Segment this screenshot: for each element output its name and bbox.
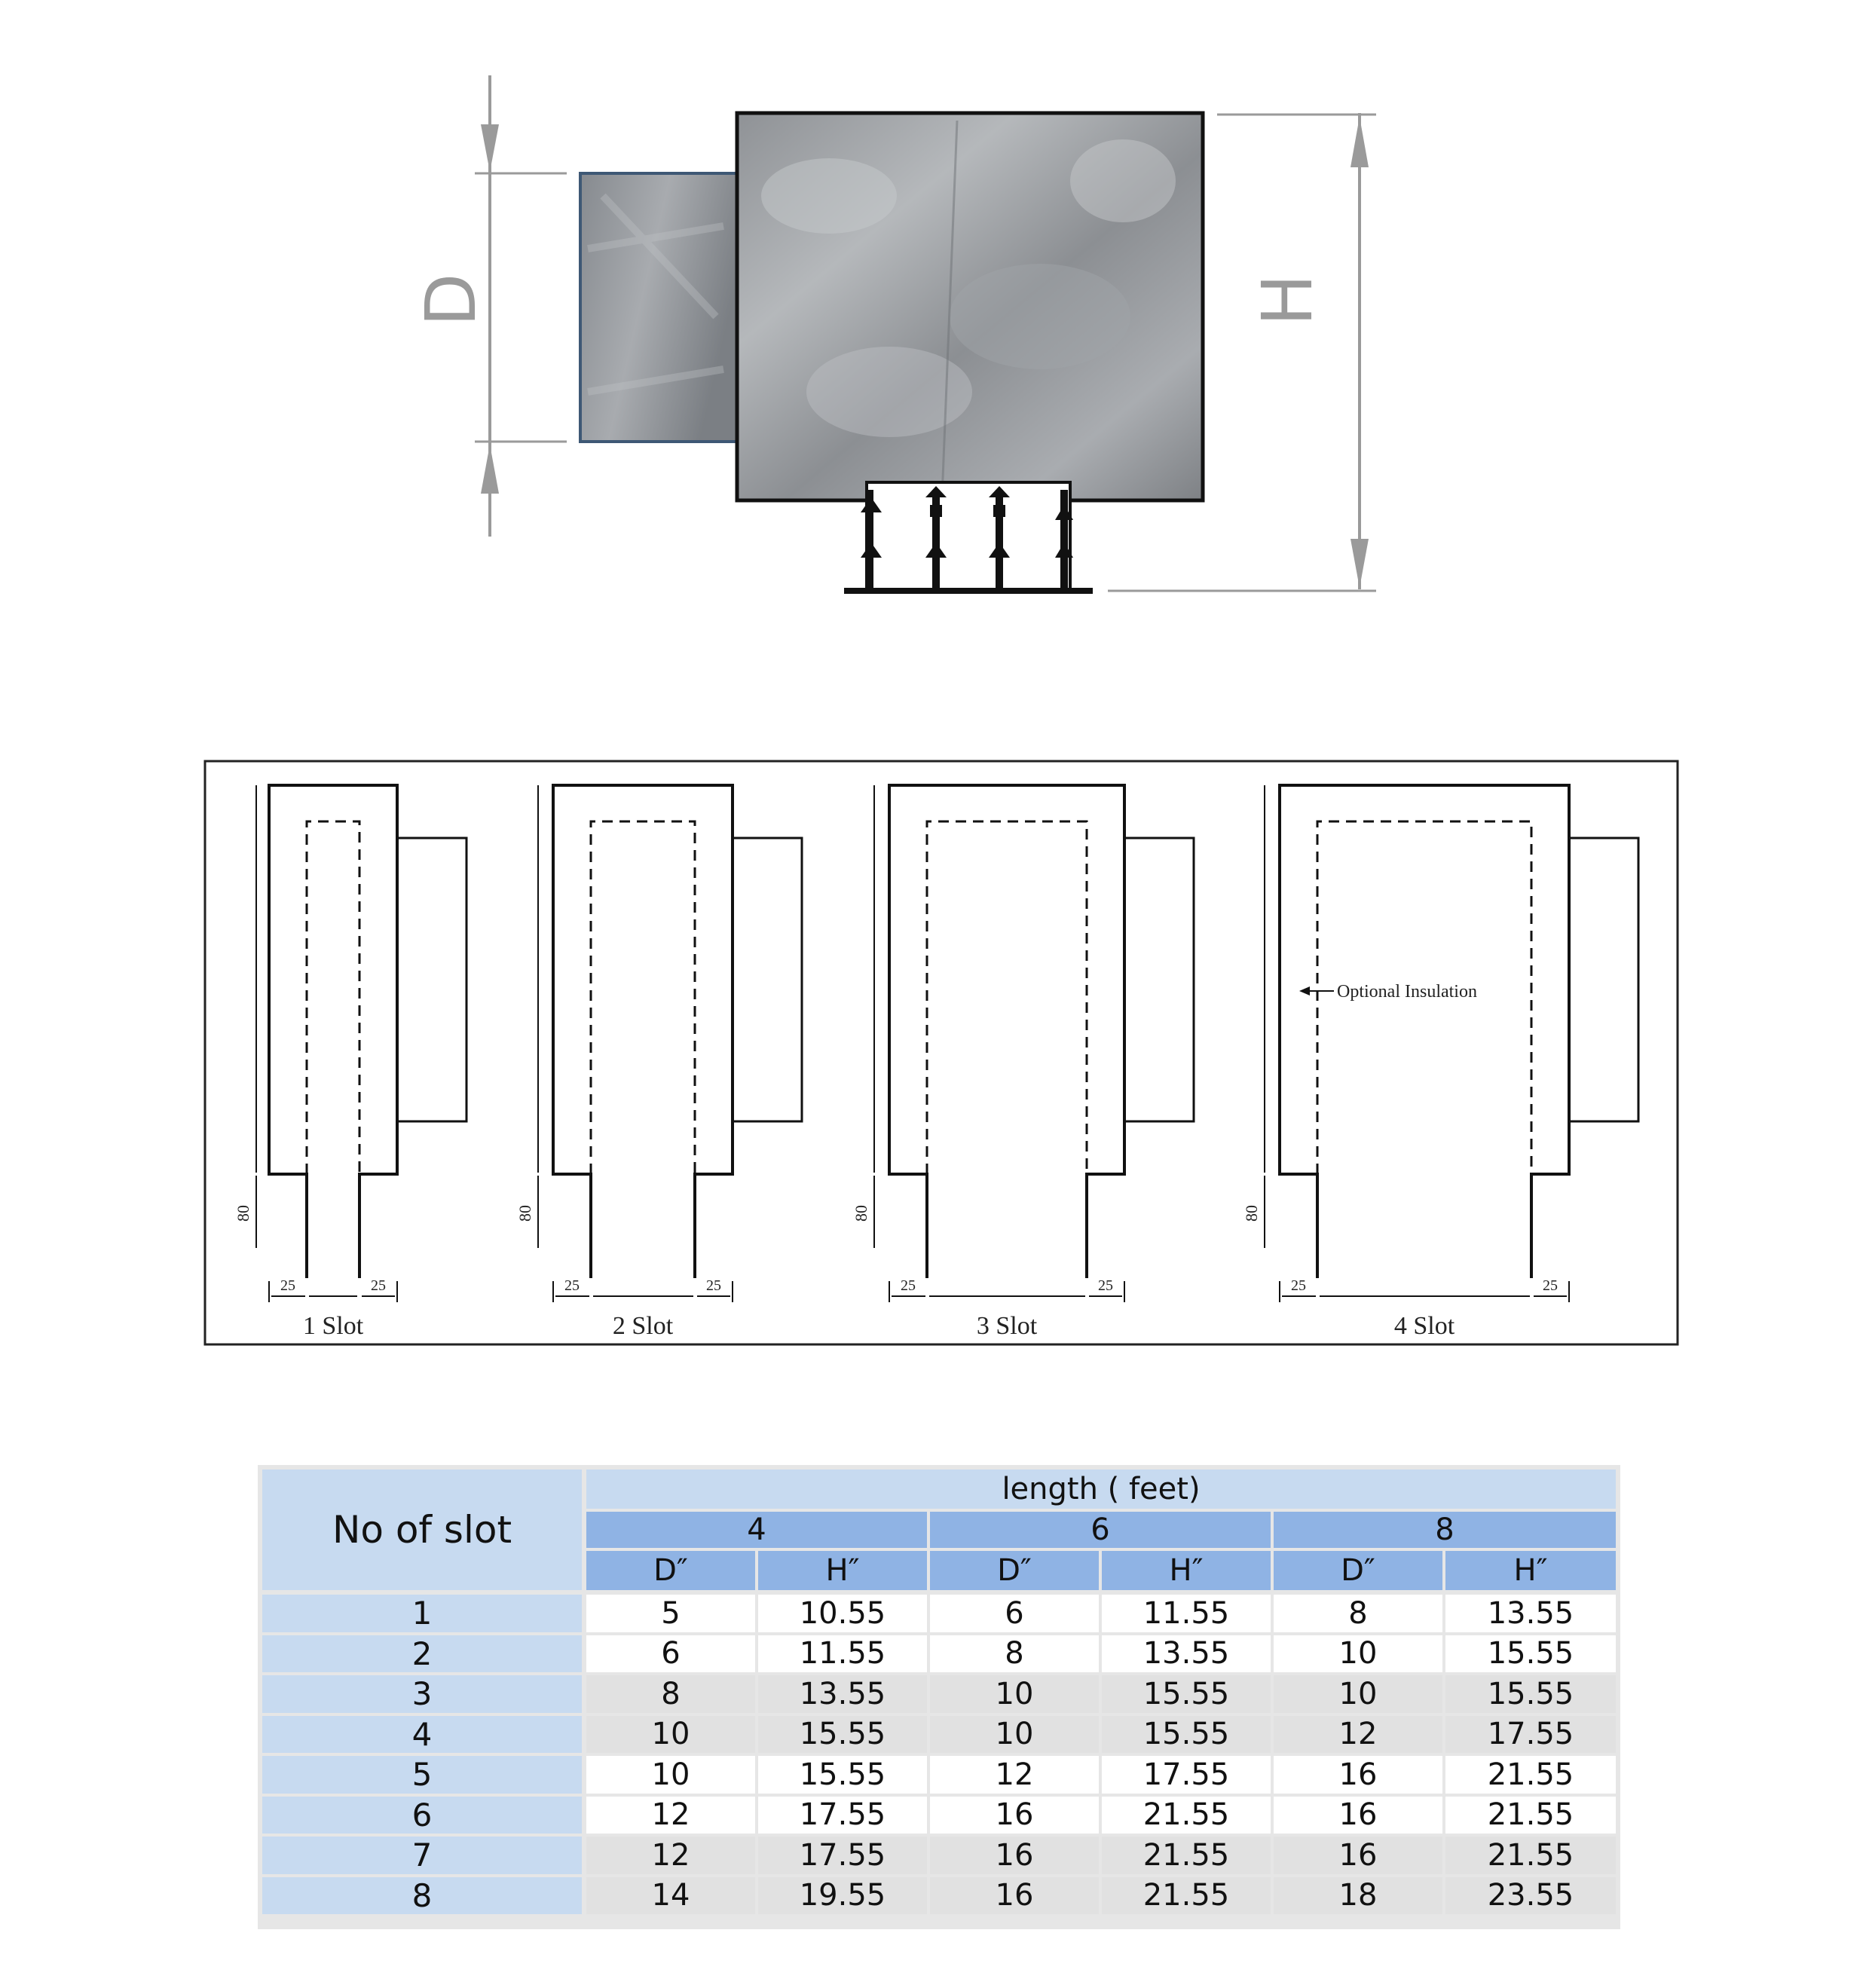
d-value-cell: 6 [586,1635,755,1673]
length-4-header: 4 [586,1512,927,1548]
h-value-cell: 17.55 [758,1837,927,1874]
no-of-slot-header-text: No of slot [332,1508,512,1552]
d-value-cell: 6 [930,1595,1099,1632]
h-value-cell: 21.55 [1445,1797,1616,1834]
dim-label-h: H [1247,274,1328,326]
h-header-6: H″ [1102,1551,1271,1590]
d-value-cell: 16 [930,1877,1099,1915]
h-value-cell: 23.55 [1445,1877,1616,1915]
slot-row-header: 1 [262,1595,582,1632]
slot-2-label: 2 Slot [612,1312,674,1340]
h-value-cell: 10.55 [758,1595,927,1632]
d-value-cell: 14 [586,1877,755,1915]
d-header-6: D″ [930,1551,1099,1590]
slot-1-dim-80: 80 [234,1205,252,1222]
slot-4-dim-right: 25 [1543,1277,1558,1294]
h-value-cell: 15.55 [1445,1675,1616,1713]
slot-row-header: 7 [262,1837,582,1874]
optional-insulation-label: Optional Insulation [1337,982,1477,1002]
length-6-header: 6 [930,1512,1271,1548]
d-value-cell: 16 [1274,1797,1442,1834]
d-value-cell: 12 [586,1837,755,1874]
d-header-4: D″ [586,1551,755,1590]
slot-row-header: 5 [262,1756,582,1794]
d-header-8: D″ [1274,1551,1442,1590]
length-8-header: 8 [1274,1512,1616,1548]
h-value-cell: 13.55 [758,1675,927,1713]
slot-panel-frame [205,761,1678,1344]
slot-2-dim-80: 80 [515,1205,534,1222]
h-value-cell: 21.55 [1445,1756,1616,1794]
d-value-cell: 10 [930,1716,1099,1754]
h-value-cell: 19.55 [758,1877,927,1915]
slot-3-dim-right: 25 [1098,1277,1113,1294]
d-value-cell: 16 [930,1837,1099,1874]
h-value-cell: 11.55 [758,1635,927,1673]
h-header-8: H″ [1445,1551,1616,1590]
slot-2-dim-right: 25 [706,1277,721,1294]
h-value-cell: 17.55 [758,1797,927,1834]
slot-row-header: 6 [262,1797,582,1834]
h-value-cell: 13.55 [1102,1635,1271,1673]
length-feet-header: length ( feet) [586,1470,1616,1509]
slot-row-header: 8 [262,1877,582,1915]
slot-2-dim-left: 25 [564,1277,580,1294]
d-value-cell: 10 [586,1716,755,1754]
h-value-cell: 15.55 [1102,1675,1271,1713]
h-value-cell: 17.55 [1102,1756,1271,1794]
slot-size-table [258,1465,1620,1929]
h-header-4: H″ [758,1551,927,1590]
d-value-cell: 8 [1274,1595,1442,1632]
slot-3-dim-left: 25 [901,1277,916,1294]
h-value-cell: 21.55 [1102,1797,1271,1834]
slot-4-label: 4 Slot [1393,1312,1455,1340]
d-value-cell: 16 [930,1797,1099,1834]
d-value-cell: 8 [586,1675,755,1713]
h-value-cell: 17.55 [1445,1716,1616,1754]
d-value-cell: 5 [586,1595,755,1632]
d-value-cell: 12 [930,1756,1099,1794]
no-of-slot-header [262,1470,582,1590]
h-value-cell: 11.55 [1102,1595,1271,1632]
slot-row-header: 3 [262,1675,582,1713]
dim-label-d: D [411,273,491,327]
slot-3-dim-80: 80 [852,1205,870,1222]
h-value-cell: 15.55 [758,1756,927,1794]
d-value-cell: 16 [1274,1756,1442,1794]
d-value-cell: 12 [1274,1716,1442,1754]
h-value-cell: 21.55 [1445,1837,1616,1874]
d-value-cell: 8 [930,1635,1099,1673]
d-value-cell: 10 [930,1675,1099,1713]
slot-1-dim-right: 25 [371,1277,386,1294]
h-value-cell: 21.55 [1102,1877,1271,1915]
slot-4-dim-left: 25 [1291,1277,1306,1294]
d-value-cell: 18 [1274,1877,1442,1915]
h-value-cell: 15.55 [758,1716,927,1754]
slot-row-header: 4 [262,1716,582,1754]
h-value-cell: 15.55 [1102,1716,1271,1754]
slot-1-label: 1 Slot [302,1312,364,1340]
d-value-cell: 12 [586,1797,755,1834]
h-value-cell: 15.55 [1445,1635,1616,1673]
slot-row-header: 2 [262,1635,582,1673]
h-value-cell: 21.55 [1102,1837,1271,1874]
slot-3-label: 3 Slot [976,1312,1038,1340]
d-value-cell: 10 [586,1756,755,1794]
d-value-cell: 10 [1274,1635,1442,1673]
h-value-cell: 13.55 [1445,1595,1616,1632]
slot-4-dim-80: 80 [1242,1205,1261,1222]
d-value-cell: 16 [1274,1837,1442,1874]
d-value-cell: 10 [1274,1675,1442,1713]
slot-1-dim-left: 25 [280,1277,295,1294]
